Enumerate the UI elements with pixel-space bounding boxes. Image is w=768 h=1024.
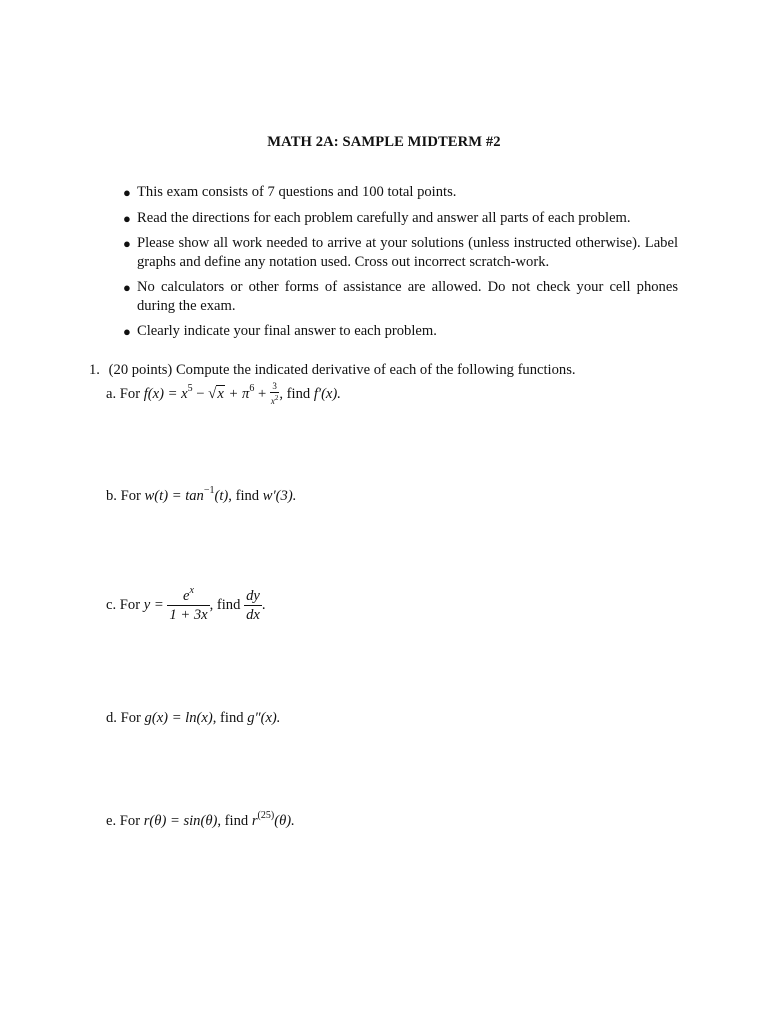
- part-find: , find: [209, 596, 241, 613]
- sqrt-radicand: x: [217, 386, 224, 402]
- math-target: g″(x).: [247, 710, 281, 726]
- instruction-item: [123, 234, 678, 272]
- fraction-denominator: x: [270, 396, 275, 406]
- period: .: [261, 596, 266, 613]
- question-1b: [106, 487, 296, 506]
- math-exponent: −1: [203, 485, 215, 497]
- math-expression: g(x) = ln(x): [144, 710, 213, 726]
- bullet-icon: ●: [123, 211, 131, 226]
- math-exponent: x: [189, 585, 194, 597]
- part-for: For: [119, 596, 141, 613]
- sqrt-icon: √x: [208, 386, 224, 402]
- question-number: 1.: [89, 362, 100, 378]
- question-1d: [106, 709, 280, 728]
- math-left: w(t) = tan: [144, 488, 204, 504]
- instruction-text: Clearly indicate your final answer to each problem.: [137, 323, 437, 339]
- instruction-text: Please show all work needed to arrive at your solutions (unless instructed otherwise). Label graphs and define any notation used. Cross out incorrect scratch-work.: [137, 235, 678, 270]
- math-exponent: 2: [274, 394, 279, 402]
- math-plus: +: [254, 386, 270, 402]
- part-label: a.: [106, 386, 117, 402]
- part-for: For: [119, 813, 141, 829]
- instruction-item: [123, 322, 678, 341]
- derivative-fraction: [244, 587, 262, 624]
- math-fraction: [167, 587, 209, 624]
- question-1a: [106, 382, 341, 406]
- bullet-icon: ●: [123, 185, 131, 200]
- part-label: e.: [106, 813, 117, 829]
- instruction-text: This exam consists of 7 questions and 100 total points.: [137, 184, 457, 200]
- part-label: c.: [106, 596, 117, 613]
- math-target: f′(x).: [313, 386, 341, 402]
- math-expression: [144, 485, 229, 504]
- math-exponent: 5: [187, 383, 193, 395]
- part-label: d.: [106, 710, 117, 726]
- math-exponent: 6: [249, 383, 255, 395]
- math-fx: f(x) = x: [143, 386, 188, 402]
- question-1c: [106, 587, 266, 624]
- math-y-eq: y =: [143, 596, 164, 613]
- math-right: (t): [214, 488, 229, 504]
- math-target-base: r: [251, 813, 258, 829]
- part-find: , find: [212, 710, 244, 726]
- math-exponent: (25): [257, 810, 275, 822]
- math-target: w′(3).: [262, 488, 297, 504]
- bullet-icon: ●: [123, 280, 131, 295]
- fraction-numerator: dy: [246, 588, 260, 604]
- bullet-icon: ●: [123, 236, 131, 251]
- question-1e: [106, 812, 295, 831]
- part-for: For: [120, 488, 141, 504]
- fraction-numerator: e: [183, 588, 190, 604]
- instruction-text: Read the directions for each problem carefully and answer all parts of each problem.: [137, 210, 631, 226]
- instruction-text: No calculators or other forms of assistance are allowed. Do not check your cell phones during the exam.: [137, 279, 678, 314]
- math-expression: r(θ) = sin(θ): [143, 813, 218, 829]
- math-fraction: [270, 382, 280, 406]
- question-1-header: [89, 361, 689, 380]
- part-find: , find: [217, 813, 249, 829]
- fraction-numerator: 3: [270, 382, 280, 393]
- math-minus: −: [192, 386, 209, 402]
- bullet-icon: ●: [123, 324, 131, 339]
- fraction-denominator: dx: [246, 607, 260, 623]
- page-title: MATH 2A: SAMPLE MIDTERM #2: [267, 134, 501, 150]
- part-for: For: [119, 386, 141, 402]
- math-pi: + π: [224, 386, 250, 402]
- fraction-denominator: 1 + 3x: [169, 607, 208, 623]
- part-find: , find: [279, 386, 311, 402]
- math-expression: [143, 381, 280, 406]
- math-target-tail: (θ).: [274, 813, 295, 829]
- instruction-item: [123, 209, 678, 228]
- instruction-item: [123, 183, 678, 202]
- instruction-item: [123, 278, 678, 316]
- question-text: (20 points) Compute the indicated derivative of each of the following functions.: [108, 362, 576, 378]
- part-for: For: [120, 710, 141, 726]
- part-find: , find: [228, 488, 260, 504]
- part-label: b.: [106, 488, 117, 504]
- math-target: [251, 810, 295, 829]
